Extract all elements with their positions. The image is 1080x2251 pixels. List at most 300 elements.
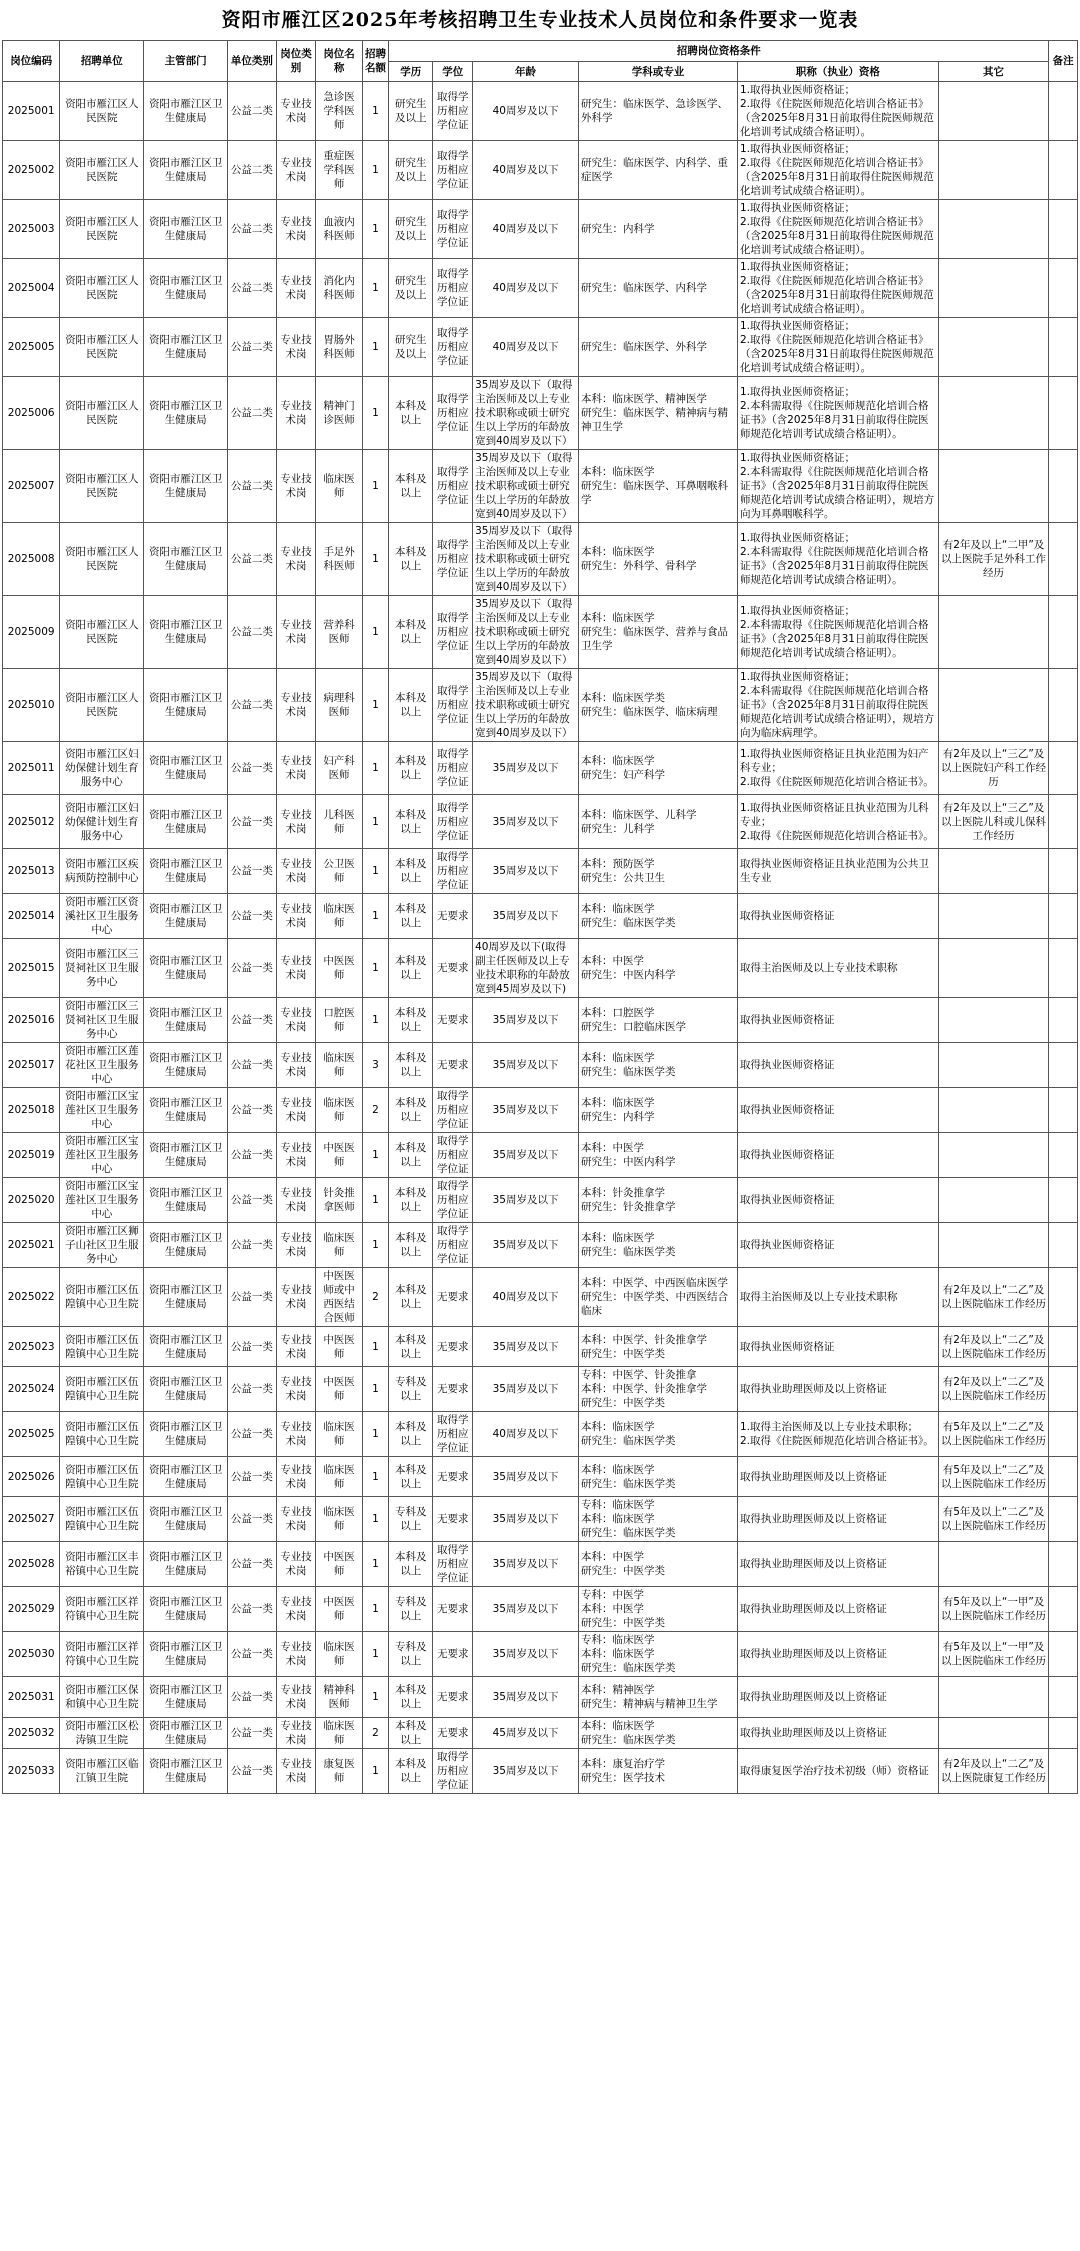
table-row [3,377,1078,450]
cell-other [938,998,1048,1043]
cell-other [938,318,1048,377]
cell-edu: 专科及以上 [389,1497,433,1542]
cell-edu: 本科及以上 [389,1088,433,1133]
table-row [3,1749,1078,1794]
cell-other [938,1718,1048,1749]
cell-unit: 资阳市雁江区疾病预防控制中心 [60,849,144,894]
cell-code: 2025024 [3,1367,60,1412]
cell-quota: 1 [362,669,388,742]
cell-other: 有2年及以上“二乙”及以上医院康复工作经历 [938,1749,1048,1794]
cell-degree: 取得学历相应学位证 [433,318,473,377]
cell-code: 2025010 [3,669,60,742]
cell-remark [1049,1133,1078,1178]
header-dept: 主管部门 [144,41,228,82]
cell-major: 本科：中医学 研究生：中医学类 [579,1542,738,1587]
cell-post-type: 专业技术岗 [276,82,316,141]
cell-post-name: 病理科医师 [316,669,362,742]
table-row [3,849,1078,894]
cell-major: 本科：临床医学、精神医学 研究生：临床医学、精神病与精神卫生学 [579,377,738,450]
table-row [3,82,1078,141]
cell-age: 35周岁及以下 [473,1587,579,1632]
cell-age: 35周岁及以下 [473,998,579,1043]
cell-edu: 本科及以上 [389,669,433,742]
cell-quota: 2 [362,1718,388,1749]
cell-degree: 无要求 [433,1457,473,1497]
cell-post-type: 专业技术岗 [276,450,316,523]
cell-unit-type: 公益二类 [228,259,277,318]
cell-age: 35周岁及以下 [473,1088,579,1133]
cell-dept: 资阳市雁江区卫生健康局 [144,849,228,894]
cell-unit-type: 公益一类 [228,1457,277,1497]
cell-code: 2025001 [3,82,60,141]
cell-edu: 研究生及以上 [389,141,433,200]
cell-degree: 取得学历相应学位证 [433,1749,473,1794]
cell-age: 35周岁及以下 [473,1497,579,1542]
cell-unit: 资阳市雁江区祥符镇中心卫生院 [60,1632,144,1677]
table-row [3,1587,1078,1632]
cell-degree: 取得学历相应学位证 [433,669,473,742]
cell-major: 本科：临床医学 研究生：临床医学类 [579,1043,738,1088]
cell-age: 35周岁及以下（取得主治医师及以上专业技术职称或硕士研究生以上学历的年龄放宽到40周岁及以下） [473,523,579,596]
cell-edu: 专科及以上 [389,1587,433,1632]
cell-unit-type: 公益一类 [228,742,277,795]
cell-post-type: 专业技术岗 [276,742,316,795]
cell-unit: 资阳市雁江区宝莲社区卫生服务中心 [60,1088,144,1133]
cell-dept: 资阳市雁江区卫生健康局 [144,141,228,200]
cell-dept: 资阳市雁江区卫生健康局 [144,1367,228,1412]
cell-other [938,1178,1048,1223]
cell-quota: 1 [362,1412,388,1457]
header-quota: 招聘名额 [362,41,388,82]
cell-title-req: 取得主治医师及以上专业技术职称 [737,939,938,998]
cell-title-req: 1.取得执业医师资格证； 2.本科需取得《住院医师规范化培训合格证书》（含2025年8月31日前取得住院医师规范化培训考试成绩合格证明），规培方向为耳鼻咽喉科学。 [737,450,938,523]
table-row [3,1367,1078,1412]
table-row [3,141,1078,200]
cell-title-req: 取得主治医师及以上专业技术职称 [737,1268,938,1327]
header-post-name: 岗位名称 [316,41,362,82]
cell-other: 有2年及以上“三乙”及以上医院妇产科工作经历 [938,742,1048,795]
cell-post-name: 急诊医学科医师 [316,82,362,141]
cell-unit: 资阳市雁江区人民医院 [60,318,144,377]
header-unit-type: 单位类别 [228,41,277,82]
cell-dept: 资阳市雁江区卫生健康局 [144,1677,228,1718]
cell-unit: 资阳市雁江区人民医院 [60,669,144,742]
cell-edu: 本科及以上 [389,939,433,998]
cell-unit: 资阳市雁江区三贤祠社区卫生服务中心 [60,998,144,1043]
cell-quota: 1 [362,377,388,450]
cell-quota: 1 [362,742,388,795]
cell-other: 有5年及以上“二乙”及以上医院临床工作经历 [938,1497,1048,1542]
cell-major: 本科：口腔医学 研究生：口腔临床医学 [579,998,738,1043]
cell-degree: 无要求 [433,939,473,998]
cell-age: 40周岁及以下 [473,82,579,141]
cell-post-name: 临床医师 [316,1043,362,1088]
cell-quota: 1 [362,318,388,377]
cell-code: 2025011 [3,742,60,795]
cell-quota: 1 [362,998,388,1043]
cell-other [938,1677,1048,1718]
cell-code: 2025002 [3,141,60,200]
cell-remark [1049,1749,1078,1794]
cell-edu: 本科及以上 [389,1268,433,1327]
table-row [3,1178,1078,1223]
header-code: 岗位编码 [3,41,60,82]
cell-other: 有5年及以上“二乙”及以上医院临床工作经历 [938,1412,1048,1457]
cell-degree: 无要求 [433,1632,473,1677]
cell-quota: 2 [362,1268,388,1327]
table-row [3,450,1078,523]
cell-post-name: 临床医师 [316,1457,362,1497]
cell-dept: 资阳市雁江区卫生健康局 [144,377,228,450]
cell-post-type: 专业技术岗 [276,259,316,318]
table-row [3,894,1078,939]
cell-dept: 资阳市雁江区卫生健康局 [144,1178,228,1223]
cell-edu: 研究生及以上 [389,200,433,259]
cell-unit: 资阳市雁江区丰裕镇中心卫生院 [60,1542,144,1587]
table-row [3,1088,1078,1133]
cell-degree: 无要求 [433,998,473,1043]
cell-dept: 资阳市雁江区卫生健康局 [144,200,228,259]
cell-quota: 1 [362,596,388,669]
cell-dept: 资阳市雁江区卫生健康局 [144,1587,228,1632]
cell-code: 2025030 [3,1632,60,1677]
cell-post-name: 临床医师 [316,1718,362,1749]
cell-code: 2025007 [3,450,60,523]
cell-edu: 本科及以上 [389,1457,433,1497]
cell-degree: 取得学历相应学位证 [433,795,473,849]
cell-title-req: 取得执业助理医师及以上资格证 [737,1497,938,1542]
cell-unit: 资阳市雁江区宝莲社区卫生服务中心 [60,1133,144,1178]
cell-post-type: 专业技术岗 [276,1677,316,1718]
cell-post-type: 专业技术岗 [276,1457,316,1497]
cell-post-type: 专业技术岗 [276,377,316,450]
cell-degree: 取得学历相应学位证 [433,450,473,523]
cell-remark [1049,1718,1078,1749]
cell-code: 2025014 [3,894,60,939]
cell-unit-type: 公益二类 [228,669,277,742]
cell-unit-type: 公益一类 [228,1268,277,1327]
cell-degree: 无要求 [433,1497,473,1542]
cell-degree: 取得学历相应学位证 [433,596,473,669]
cell-code: 2025022 [3,1268,60,1327]
cell-major: 本科：中医学 研究生：中医内科学 [579,1133,738,1178]
cell-post-name: 手足外科医师 [316,523,362,596]
cell-age: 35周岁及以下 [473,1632,579,1677]
cell-major: 本科：康复治疗学 研究生：医学技术 [579,1749,738,1794]
cell-remark [1049,318,1078,377]
cell-edu: 本科及以上 [389,795,433,849]
cell-remark [1049,669,1078,742]
cell-title-req: 取得执业助理医师及以上资格证 [737,1367,938,1412]
cell-age: 35周岁及以下 [473,894,579,939]
cell-unit: 资阳市雁江区伍隍镇中心卫生院 [60,1412,144,1457]
cell-remark [1049,1457,1078,1497]
table-row [3,1412,1078,1457]
cell-edu: 专科及以上 [389,1632,433,1677]
cell-unit-type: 公益二类 [228,141,277,200]
cell-age: 35周岁及以下 [473,1677,579,1718]
table-row [3,998,1078,1043]
cell-degree: 无要求 [433,894,473,939]
cell-other [938,1542,1048,1587]
cell-unit-type: 公益一类 [228,1497,277,1542]
cell-degree: 取得学历相应学位证 [433,1223,473,1268]
cell-unit: 资阳市雁江区人民医院 [60,200,144,259]
cell-title-req: 1.取得执业医师资格证； 2.取得《住院医师规范化培训合格证书》（含2025年8月31日前取得住院医师规范化培训考试成绩合格证明）。 [737,318,938,377]
cell-post-type: 专业技术岗 [276,1587,316,1632]
cell-unit: 资阳市雁江区人民医院 [60,596,144,669]
cell-unit-type: 公益一类 [228,1223,277,1268]
cell-title-req: 1.取得执业医师资格证且执业范围为妇产科专业； 2.取得《住院医师规范化培训合格证书》。 [737,742,938,795]
cell-post-name: 中医医师 [316,939,362,998]
cell-degree: 取得学历相应学位证 [433,82,473,141]
cell-unit: 资阳市雁江区资溪社区卫生服务中心 [60,894,144,939]
cell-code: 2025025 [3,1412,60,1457]
cell-dept: 资阳市雁江区卫生健康局 [144,1457,228,1497]
cell-dept: 资阳市雁江区卫生健康局 [144,82,228,141]
cell-unit-type: 公益二类 [228,450,277,523]
cell-code: 2025016 [3,998,60,1043]
cell-remark [1049,200,1078,259]
header-degree: 学位 [433,62,473,82]
cell-degree: 取得学历相应学位证 [433,259,473,318]
cell-unit: 资阳市雁江区伍隍镇中心卫生院 [60,1327,144,1367]
cell-major: 本科：精神医学 研究生：精神病与精神卫生学 [579,1677,738,1718]
cell-unit: 资阳市雁江区人民医院 [60,523,144,596]
cell-major: 本科：预防医学 研究生：公共卫生 [579,849,738,894]
cell-remark [1049,1587,1078,1632]
cell-code: 2025027 [3,1497,60,1542]
cell-major: 本科：临床医学 研究生：临床医学、耳鼻咽喉科学 [579,450,738,523]
cell-post-name: 临床医师 [316,450,362,523]
cell-unit-type: 公益二类 [228,377,277,450]
cell-age: 35周岁及以下 [473,1178,579,1223]
cell-post-type: 专业技术岗 [276,1632,316,1677]
cell-major: 本科：临床医学 研究生：临床医学类 [579,1718,738,1749]
table-row [3,200,1078,259]
cell-edu: 研究生及以上 [389,82,433,141]
cell-post-type: 专业技术岗 [276,523,316,596]
cell-title-req: 取得执业医师资格证 [737,1178,938,1223]
cell-dept: 资阳市雁江区卫生健康局 [144,450,228,523]
table-row [3,1497,1078,1542]
cell-major: 本科：针灸推拿学 研究生：针灸推拿学 [579,1178,738,1223]
cell-age: 35周岁及以下 [473,1367,579,1412]
cell-post-type: 专业技术岗 [276,1133,316,1178]
cell-quota: 1 [362,1178,388,1223]
cell-code: 2025020 [3,1178,60,1223]
header-unit: 招聘单位 [60,41,144,82]
cell-unit-type: 公益一类 [228,1088,277,1133]
cell-degree: 取得学历相应学位证 [433,1133,473,1178]
cell-unit: 资阳市雁江区伍隍镇中心卫生院 [60,1268,144,1327]
cell-title-req: 取得执业助理医师及以上资格证 [737,1677,938,1718]
cell-unit: 资阳市雁江区妇幼保健计划生育服务中心 [60,795,144,849]
cell-quota: 1 [362,1542,388,1587]
cell-age: 40周岁及以下 [473,1412,579,1457]
cell-remark [1049,1223,1078,1268]
cell-post-name: 临床医师 [316,1632,362,1677]
cell-age: 35周岁及以下 [473,1542,579,1587]
cell-code: 2025006 [3,377,60,450]
cell-post-name: 胃肠外科医师 [316,318,362,377]
cell-unit-type: 公益一类 [228,1718,277,1749]
table-row [3,318,1078,377]
cell-unit-type: 公益一类 [228,1632,277,1677]
cell-code: 2025009 [3,596,60,669]
cell-major: 专科：中医学 本科：中医学 研究生：中医学类 [579,1587,738,1632]
cell-edu: 本科及以上 [389,1718,433,1749]
cell-remark [1049,998,1078,1043]
cell-title-req: 取得执业医师资格证 [737,998,938,1043]
cell-code: 2025003 [3,200,60,259]
cell-post-name: 公卫医师 [316,849,362,894]
cell-code: 2025008 [3,523,60,596]
cell-title-req: 取得执业医师资格证且执业范围为公共卫生专业 [737,849,938,894]
page-title: 资阳市雁江区2025年考核招聘卫生专业技术人员岗位和条件要求一览表 [221,9,859,31]
cell-post-type: 专业技术岗 [276,1412,316,1457]
table-row [3,1632,1078,1677]
table-row [3,939,1078,998]
table-row [3,1268,1078,1327]
cell-dept: 资阳市雁江区卫生健康局 [144,1043,228,1088]
cell-post-type: 专业技术岗 [276,998,316,1043]
cell-post-type: 专业技术岗 [276,1088,316,1133]
cell-unit-type: 公益二类 [228,200,277,259]
cell-quota: 2 [362,1088,388,1133]
cell-edu: 本科及以上 [389,1043,433,1088]
cell-quota: 1 [362,849,388,894]
cell-unit: 资阳市雁江区三贤祠社区卫生服务中心 [60,939,144,998]
cell-age: 45周岁及以下 [473,1718,579,1749]
cell-unit: 资阳市雁江区伍隍镇中心卫生院 [60,1457,144,1497]
cell-edu: 研究生及以上 [389,318,433,377]
cell-dept: 资阳市雁江区卫生健康局 [144,894,228,939]
cell-post-name: 中医医师或中西医结合医师 [316,1268,362,1327]
cell-dept: 资阳市雁江区卫生健康局 [144,1632,228,1677]
cell-title-req: 1.取得执业医师资格证； 2.本科需取得《住院医师规范化培训合格证书》（含2025年8月31日前取得住院医师规范化培训考试成绩合格证明）。 [737,377,938,450]
recruitment-table [2,40,1078,1794]
cell-major: 本科：临床医学 研究生：内科学 [579,1088,738,1133]
cell-edu: 本科及以上 [389,1133,433,1178]
cell-major: 本科：临床医学 研究生：外科学、骨科学 [579,523,738,596]
cell-major: 本科：临床医学 研究生：临床医学类 [579,1412,738,1457]
cell-degree: 取得学历相应学位证 [433,742,473,795]
cell-quota: 1 [362,200,388,259]
cell-post-type: 专业技术岗 [276,1268,316,1327]
cell-post-name: 临床医师 [316,1223,362,1268]
cell-post-name: 中医医师 [316,1133,362,1178]
cell-major: 研究生：内科学 [579,200,738,259]
cell-unit-type: 公益一类 [228,1587,277,1632]
cell-dept: 资阳市雁江区卫生健康局 [144,1749,228,1794]
cell-post-name: 中医医师 [316,1367,362,1412]
header-conditions: 招聘岗位资格条件 [389,41,1049,62]
cell-edu: 本科及以上 [389,742,433,795]
cell-post-type: 专业技术岗 [276,849,316,894]
cell-quota: 1 [362,1749,388,1794]
cell-dept: 资阳市雁江区卫生健康局 [144,669,228,742]
cell-post-type: 专业技术岗 [276,1542,316,1587]
cell-post-type: 专业技术岗 [276,669,316,742]
cell-degree: 取得学历相应学位证 [433,141,473,200]
cell-major: 本科：临床医学类 研究生：临床医学、临床病理 [579,669,738,742]
cell-post-type: 专业技术岗 [276,1178,316,1223]
cell-title-req: 取得执业医师资格证 [737,1223,938,1268]
cell-dept: 资阳市雁江区卫生健康局 [144,795,228,849]
cell-age: 40周岁及以下 [473,1268,579,1327]
cell-unit: 资阳市雁江区祥符镇中心卫生院 [60,1587,144,1632]
cell-other: 有5年及以上“一甲”及以上医院临床工作经历 [938,1632,1048,1677]
cell-remark [1049,523,1078,596]
cell-unit-type: 公益二类 [228,318,277,377]
cell-post-type: 专业技术岗 [276,1718,316,1749]
cell-code: 2025004 [3,259,60,318]
header-title-req: 职称（执业）资格 [737,62,938,82]
cell-title-req: 1.取得执业医师资格证； 2.取得《住院医师规范化培训合格证书》（含2025年8月31日前取得住院医师规范化培训考试成绩合格证明）。 [737,141,938,200]
cell-age: 35周岁及以下 [473,795,579,849]
table-row [3,742,1078,795]
cell-unit-type: 公益一类 [228,1749,277,1794]
cell-degree: 取得学历相应学位证 [433,1412,473,1457]
cell-major: 本科：临床医学 研究生：妇产科学 [579,742,738,795]
cell-title-req: 1.取得执业医师资格证； 2.取得《住院医师规范化培训合格证书》（含2025年8月31日前取得住院医师规范化培训考试成绩合格证明）。 [737,259,938,318]
cell-edu: 本科及以上 [389,1327,433,1367]
cell-post-name: 营养科医师 [316,596,362,669]
cell-remark [1049,1327,1078,1367]
cell-unit: 资阳市雁江区人民医院 [60,450,144,523]
cell-degree: 取得学历相应学位证 [433,1542,473,1587]
cell-quota: 3 [362,1043,388,1088]
cell-quota: 1 [362,450,388,523]
table-row [3,795,1078,849]
cell-post-name: 康复医师 [316,1749,362,1794]
cell-major: 本科：临床医学 研究生：临床医学类 [579,1223,738,1268]
cell-dept: 资阳市雁江区卫生健康局 [144,259,228,318]
cell-degree: 取得学历相应学位证 [433,1088,473,1133]
cell-quota: 1 [362,1587,388,1632]
cell-remark [1049,939,1078,998]
cell-major: 研究生：临床医学、外科学 [579,318,738,377]
cell-title-req: 取得执业助理医师及以上资格证 [737,1632,938,1677]
cell-other [938,200,1048,259]
cell-remark [1049,1178,1078,1223]
cell-unit: 资阳市雁江区伍隍镇中心卫生院 [60,1497,144,1542]
cell-degree: 取得学历相应学位证 [433,200,473,259]
cell-title-req: 1.取得主治医师及以上专业技术职称； 2.取得《住院医师规范化培训合格证书》。 [737,1412,938,1457]
cell-post-name: 中医医师 [316,1542,362,1587]
header-age: 年龄 [473,62,579,82]
cell-code: 2025021 [3,1223,60,1268]
cell-other [938,82,1048,141]
cell-dept: 资阳市雁江区卫生健康局 [144,1133,228,1178]
cell-major: 本科：临床医学 研究生：临床医学类 [579,894,738,939]
cell-age: 35周岁及以下（取得主治医师及以上专业技术职称或硕士研究生以上学历的年龄放宽到40周岁及以下） [473,377,579,450]
cell-degree: 无要求 [433,1718,473,1749]
cell-post-type: 专业技术岗 [276,894,316,939]
cell-title-req: 取得执业医师资格证 [737,1043,938,1088]
cell-post-type: 专业技术岗 [276,141,316,200]
cell-quota: 1 [362,1133,388,1178]
cell-unit-type: 公益一类 [228,998,277,1043]
cell-unit-type: 公益一类 [228,1412,277,1457]
cell-unit-type: 公益二类 [228,82,277,141]
cell-code: 2025029 [3,1587,60,1632]
cell-quota: 1 [362,1632,388,1677]
cell-code: 2025012 [3,795,60,849]
cell-code: 2025033 [3,1749,60,1794]
cell-dept: 资阳市雁江区卫生健康局 [144,742,228,795]
